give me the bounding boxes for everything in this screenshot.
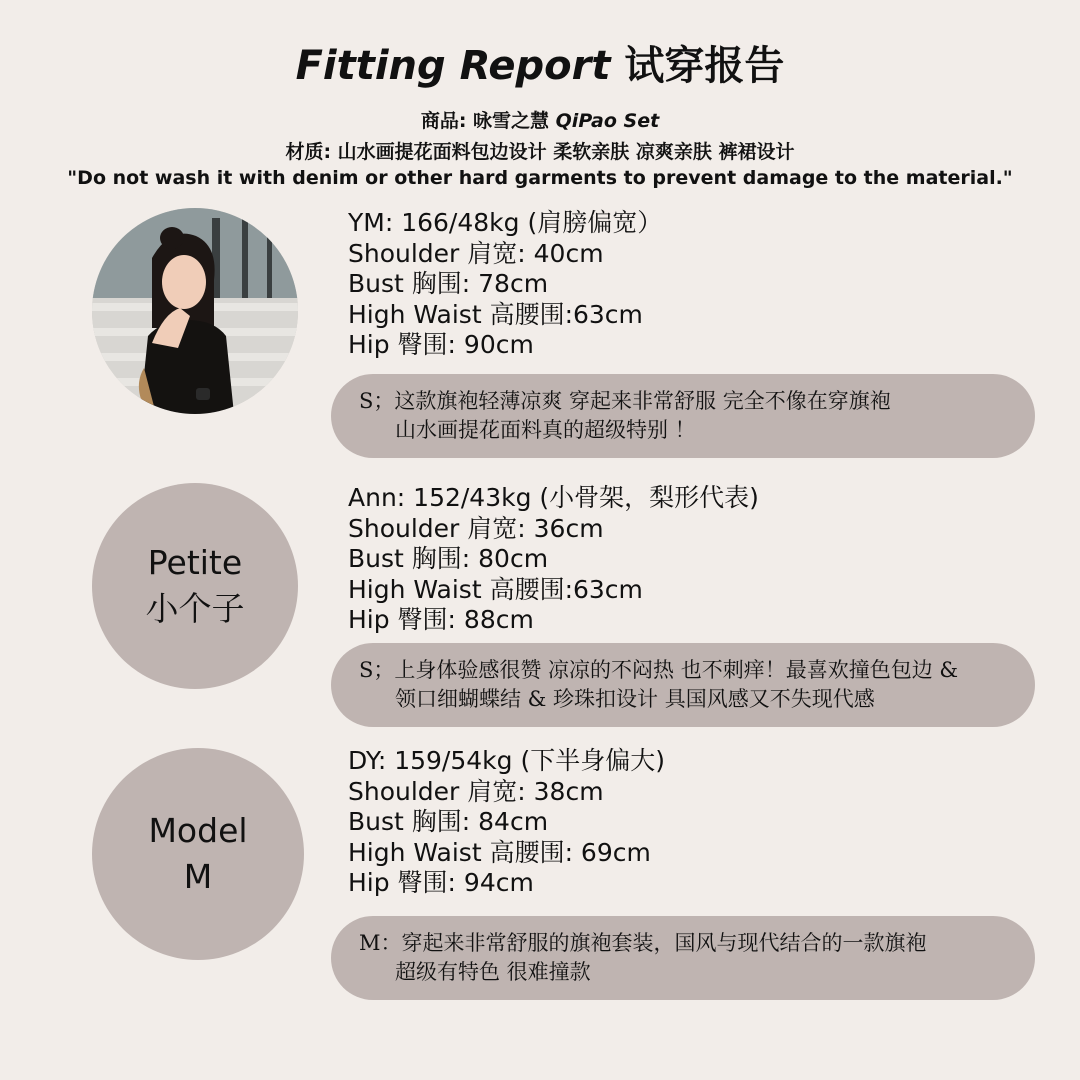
- size-badge-petite: [92, 483, 298, 689]
- stat-high-waist: High Waist 高腰围:63cm: [348, 299, 643, 329]
- review-line-1: S；这款旗袍轻薄凉爽 穿起来非常舒服 完全不像在穿旗袍: [359, 389, 891, 413]
- model-stats-dy: [348, 746, 665, 899]
- badge-line-1: Model: [148, 811, 248, 850]
- review-line-2: 领口细蝴蝶结 & 珍珠扣设计 具国风感又不失现代感: [395, 687, 875, 711]
- stat-bust: Bust 胸围: 84cm: [348, 807, 549, 837]
- title-chinese: 试穿报告: [624, 43, 785, 89]
- badge-line-2: M: [183, 857, 213, 896]
- model-photo: [92, 208, 298, 414]
- stat-shoulder: Shoulder 肩宽: 40cm: [348, 238, 604, 268]
- product-label: 商品: [420, 110, 459, 132]
- review-bubble-ann: [331, 643, 1035, 727]
- stat-name-height: YM: 166/48kg (肩膀偏宽）: [348, 208, 663, 237]
- title-english: Fitting Report: [295, 43, 611, 89]
- stat-shoulder: Shoulder 肩宽: 38cm: [348, 776, 604, 806]
- stat-hip: Hip 臀围: 88cm: [348, 605, 534, 635]
- page-title: [0, 38, 1080, 94]
- stat-name-height: DY: 159/54kg (下半身偏大): [348, 746, 665, 775]
- stat-high-waist: High Waist 高腰围:63cm: [348, 574, 643, 604]
- review-line-1: S；上身体验感很赞 凉凉的不闷热 也不刺痒！最喜欢撞色包边 &: [359, 658, 959, 682]
- review-bubble-ym: [331, 374, 1035, 458]
- size-badge-model-m: [92, 748, 304, 960]
- stat-bust: Bust 胸围: 80cm: [348, 544, 549, 574]
- care-note: "Do not wash it with denim or other hard garments to prevent damage to the material.": [67, 167, 1013, 189]
- model-photo-illustration: [92, 208, 298, 414]
- review-line-1: M：穿起来非常舒服的旗袍套装，国风与现代结合的一款旗袍: [359, 931, 927, 955]
- stat-high-waist: High Waist 高腰围: 69cm: [348, 837, 651, 867]
- stat-hip: Hip 臀围: 94cm: [348, 868, 534, 898]
- model-stats-ann: [348, 483, 759, 636]
- stat-shoulder: Shoulder 肩宽: 36cm: [348, 513, 604, 543]
- stat-name-height: Ann: 152/43kg (小骨架，梨形代表): [348, 483, 759, 512]
- stat-hip: Hip 臀围: 90cm: [348, 330, 534, 360]
- material-line: 材质: 山水画提花面料包边设计 柔软亲肤 凉爽亲肤 裤裙设计: [285, 141, 795, 163]
- model-stats-ym: [348, 208, 662, 361]
- badge-line-1: Petite: [147, 543, 243, 582]
- product-name-en: QiPao Set: [555, 110, 660, 132]
- stat-bust: Bust 胸围: 78cm: [348, 269, 549, 299]
- review-line-2: 山水画提花面料真的超级特别 ！: [395, 418, 696, 442]
- review-bubble-dy: [331, 916, 1035, 1000]
- product-line: [0, 108, 1080, 134]
- badge-line-2: 小个子: [145, 589, 245, 628]
- review-line-2: 超级有特色 很难撞款: [395, 960, 591, 984]
- product-name-cn: : 咏雪之慧: [458, 110, 556, 132]
